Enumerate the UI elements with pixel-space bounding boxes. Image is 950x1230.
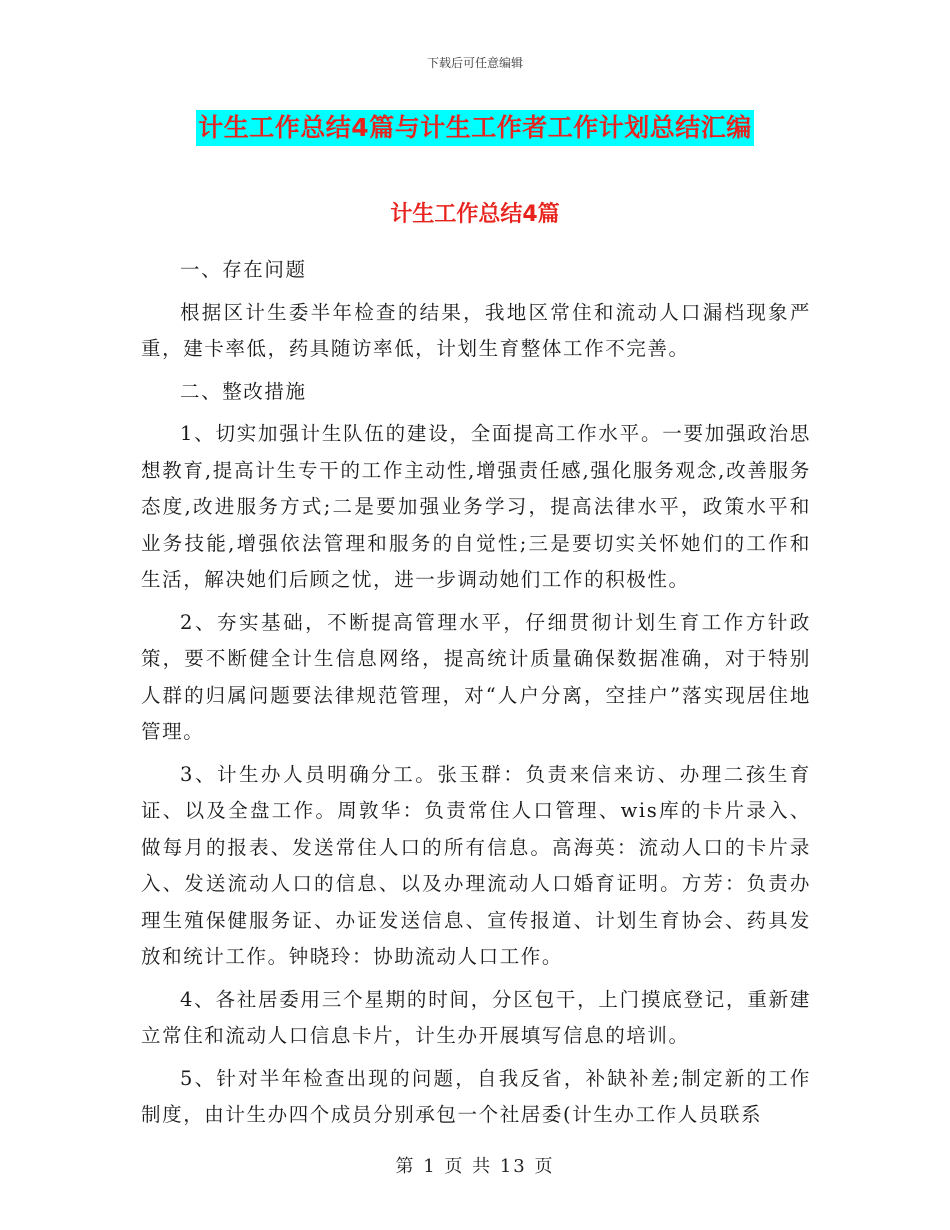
paragraph: 5、针对半年检查出现的问题，自我反省，补缺补差;制定新的工作制度，由计生办四个成员分别承包一个社居委(计生办工作人员联系 [141,1066,811,1126]
paragraph: 1、切实加强计生队伍的建设，全面提高工作水平。一要加强政治思想教育,提高计生专干的工作主动性,增强责任感,强化服务观念,改善服务态度,改进服务方式;二是要加强业务学习，提高法律水平，政策水平和业务技能,增强依法管理和服务的自觉性;三是要切实关怀她们的工作和生活，解决她们后顾之忧，进一步调动她们工作的积极性。 [141,422,811,591]
document-title: 计生工作总结4篇与计生工作者工作计划总结汇编 [196,110,753,146]
document-body [141,218,811,1134]
header-note: 下载后可任意编辑 [426,56,523,70]
heading-problems: 一、存在问题 [180,258,307,281]
page-footer: 第 1 页 共 13 页 [395,1156,555,1177]
section-title: 计生工作总结4篇 [390,202,560,227]
document-title-container [0,110,950,146]
heading-measures: 二、整改措施 [180,379,307,403]
paragraph: 3、计生办人员明确分工。张玉群：负责来信来访、办理二孩生育证、以及全盘工作。周敦华：负责常住人口管理、wis库的卡片录入、做每月的报表、发送常住人口的所有信息。高海英：流动人口的卡片录入、发送流动人口的信息、以及办理流动人口婚育证明。方芳：负责办理生殖保健服务证、办证发送信息、宣传报道、计划生育协会、药具发放和统计工作。钟晓玲：协助流动人口工作。 [141,762,811,968]
paragraph: 根据区计生委半年检查的结果，我地区常住和流动人口漏档现象严重，建卡率低，药具随访率低，计划生育整体工作不完善。 [141,300,811,360]
paragraph: 4、各社居委用三个星期的时间，分区包干，上门摸底登记，重新建立常住和流动人口信息卡片，计生办开展填写信息的培训。 [141,987,811,1047]
paragraph: 2、夯实基础，不断提高管理水平，仔细贯彻计划生育工作方针政策，要不断健全计生信息网络，提高统计质量确保数据准确，对于特别人群的归属问题要法律规范管理，对“人户分离，空挂户”落实现居住地管理。 [141,610,811,743]
